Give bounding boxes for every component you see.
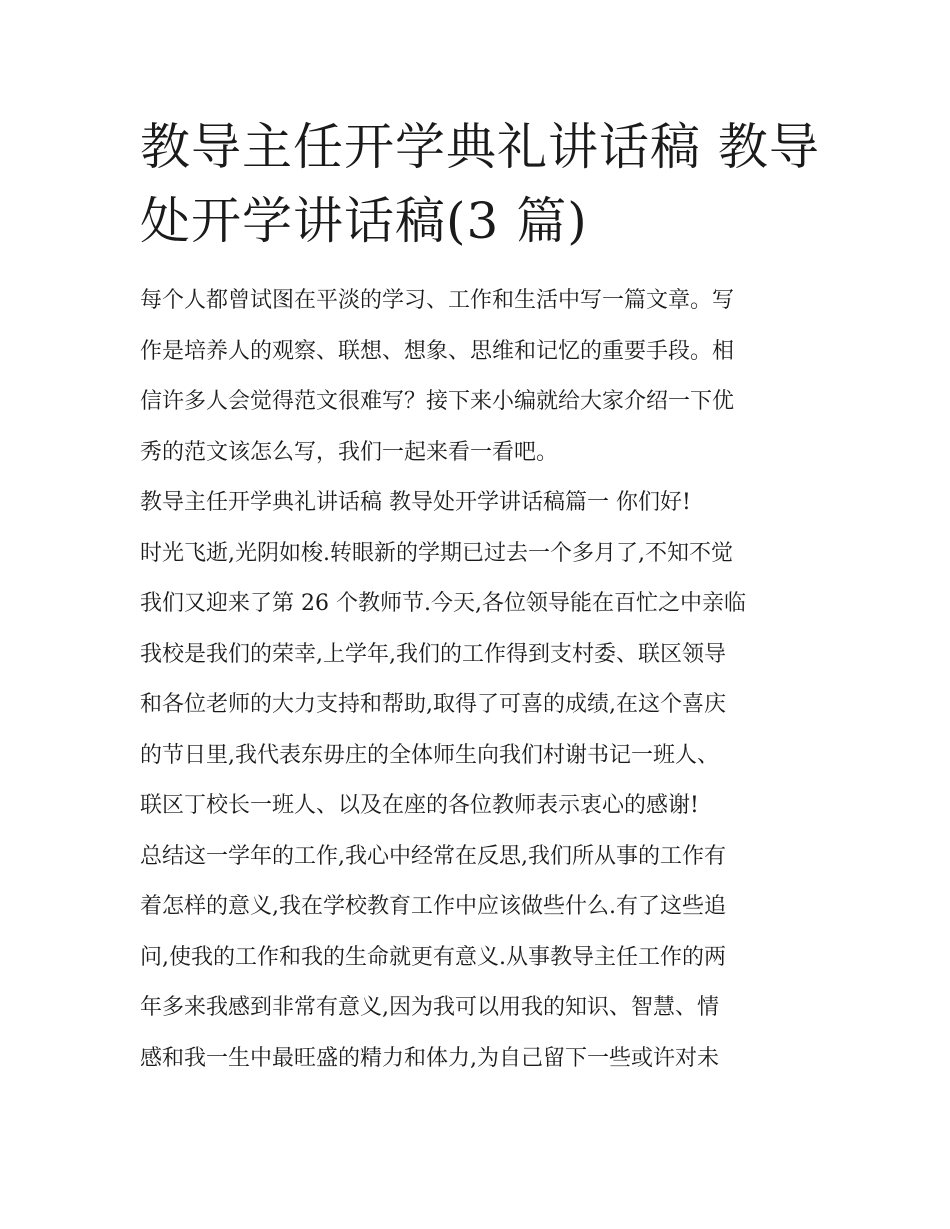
text-line: 作是培养人的观察、联想、想象、思维和记忆的重要手段。相 [140, 338, 735, 364]
text-line: 联区丁校长一班人、以及在座的各位教师表示衷心的感谢! [140, 793, 699, 818]
text-line: 秀的范文该怎么写，我们一起来看一看吧。 [140, 439, 559, 465]
text-line: 和各位老师的大力支持和帮助,取得了可喜的成绩,在这个喜庆 [140, 692, 726, 717]
section-heading-paragraph [140, 478, 830, 529]
text-line: 我校是我们的荣幸,上学年,我们的工作得到支村委、联区领导 [140, 641, 726, 667]
body-paragraph [140, 832, 830, 1085]
document-page [140, 110, 830, 1084]
text-line: 总结这一学年的工作,我心中经常在反思,我们所从事的工作有 [140, 843, 726, 869]
title-line: 处开学讲话稿(3 篇) [140, 192, 588, 250]
document-title [140, 110, 830, 258]
text-line: 着怎样的意义,我在学校教育工作中应该做些什么.有了这些追 [140, 894, 726, 919]
text-line: 教导主任开学典礼讲话稿 教导处开学讲话稿篇一 你们好! [140, 490, 691, 515]
text-line: 时光飞逝,光阴如梭.转眼新的学期已过去一个多月了,不知不觉 [140, 540, 733, 566]
title-line: 教导主任开学典礼讲话稿 教导 [140, 118, 820, 176]
body-paragraph [140, 529, 830, 832]
text-line: 问,使我的工作和我的生命就更有意义.从事教导主任工作的两 [140, 944, 726, 970]
text-line: 的节日里,我代表东毋庄的全体师生向我们村谢书记一班人、 [140, 742, 719, 768]
text-line: 感和我一生中最旺盛的精力和体力,为自己留下一些或许对未 [140, 1045, 719, 1071]
text-line: 信许多人会觉得范文很难写？接下来小编就给大家介绍一下优 [140, 389, 735, 414]
text-line: 每个人都曾试图在平淡的学习、工作和生活中写一篇文章。写 [140, 288, 735, 313]
intro-paragraph [140, 276, 830, 478]
text-line: 我们又迎来了第 26 个教师节.今天,各位领导能在百忙之中亲临 [140, 591, 746, 616]
text-line: 年多来我感到非常有意义,因为我可以用我的知识、智慧、情 [140, 995, 719, 1020]
